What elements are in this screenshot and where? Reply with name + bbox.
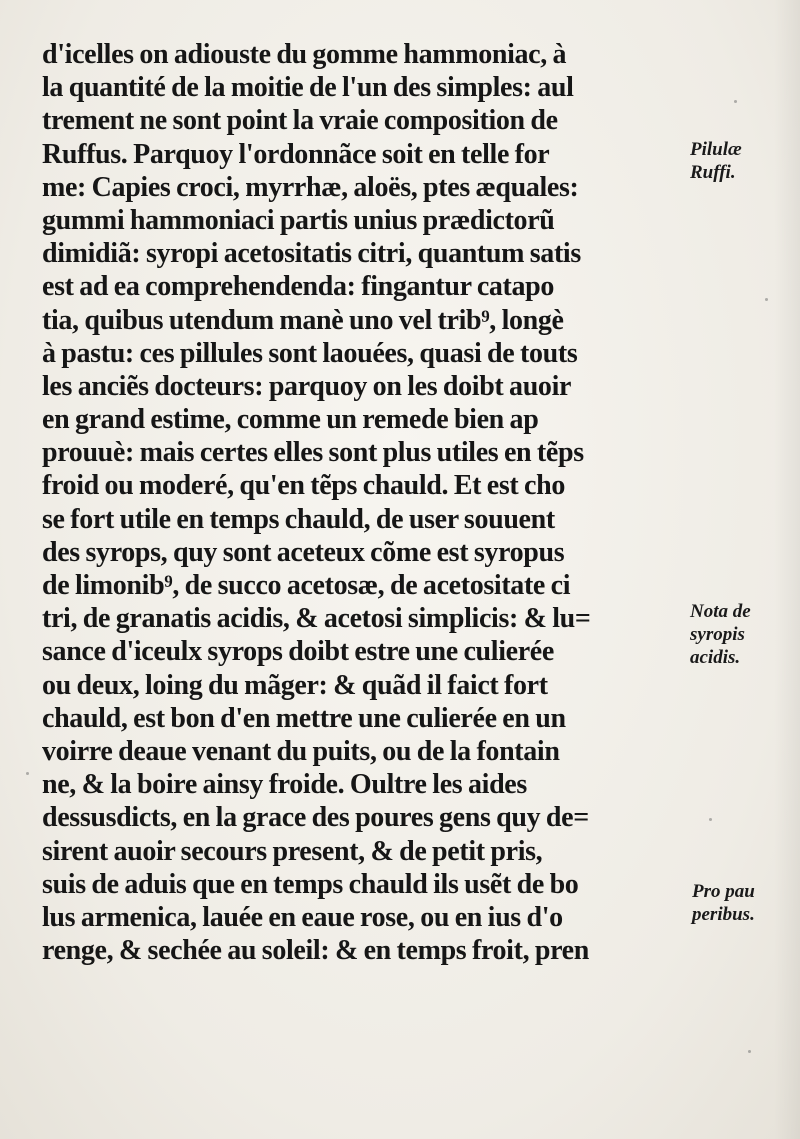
main-text-block [42,38,692,967]
paper-speck [26,772,29,775]
text-line-1: d'icelles on adiouste du gomme hammoniac, à [42,39,567,70]
margin-note-line: syropis [690,624,745,645]
margin-note-pro-pauperibus [692,880,755,926]
text-line-5: me: Capies croci, myrrhæ, aloës, ptes æquales: [42,171,579,203]
text-line-21: chauld, est bon d'en mettre une culierée en un [42,702,566,734]
text-line-24: dessusdicts, en la grace des poures gens quy de= [42,802,589,834]
text-line-10: à pastu: ces pillules sont laouées, quasi de touts [42,337,578,369]
paper-speck [748,1050,751,1053]
text-line-3: trement ne sont point la vraie composition de [42,105,558,137]
text-line-4: Ruffus. Parquoy l'ordonnãce soit en telle for [42,138,550,170]
text-line-8: est ad ea comprehendenda: fingantur catapo [42,271,555,303]
text-line-15: se fort utile en temps chauld, de user souuent [42,503,555,535]
margin-note-line: Pro pau [692,881,755,902]
margin-note-nota-de-syropis [690,600,751,669]
text-line-20: ou deux, loing du mãger: & quãd il faict fort [42,669,548,701]
text-line-22: voirre deaue venant du puits, ou de la fontain [42,735,560,767]
text-line-2: la quantité de la moitie de l'un des simples: aul [42,72,574,104]
text-line-17: de limonib⁹, de succo acetosæ, de acetositate ci [42,570,571,601]
text-line-13: prouuè: mais certes elles sont plus utiles en tẽps [42,437,584,469]
margin-note-line: Ruffi. [690,162,736,183]
margin-note-line: Pilulæ [690,139,742,160]
margin-note-line: acidis. [690,647,741,668]
text-line-6: gummi hammoniaci partis unius prædictorũ [42,204,555,236]
page-edge-shadow [774,0,800,1139]
text-line-28: renge, & sechée au soleil: & en temps froit, pren [42,935,589,967]
text-line-7: dimidiã: syropi acetositatis citri, quantum satis [42,238,581,270]
text-line-14: froid ou moderé, qu'en tẽps chauld. Et est cho [42,470,565,502]
text-line-23: ne, & la boire ainsy froide. Oultre les aides [42,769,527,801]
margin-note-pilulae-ruffi [690,138,742,184]
paper-speck [734,100,737,103]
text-line-19: sance d'iceulx syrops doibt estre une culierée [42,636,554,668]
text-line-16: des syrops, quy sont aceteux cõme est syropus [42,536,565,568]
text-line-12: en grand estime, comme un remede bien ap [42,404,539,436]
margin-note-line: Nota de [690,601,751,622]
text-line-11: les anciẽs docteurs: parquoy on les doibt auoir [42,370,572,402]
text-line-9: tia, quibus utendum manè uno vel trib⁹, longè [42,304,564,336]
text-line-26: suis de aduis que en temps chauld ils usẽt de bo [42,868,579,900]
paper-speck [765,298,768,301]
text-line-25: sirent auoir secours present, & de petit pris, [42,835,543,867]
text-line-27: lus armenica, lauée en eaue rose, ou en ius d'o [42,901,563,933]
margin-note-line: peribus. [692,904,755,925]
paper-speck [709,818,712,821]
text-line-18: tri, de granatis acidis, & acetosi simplicis: & lu= [42,603,591,635]
